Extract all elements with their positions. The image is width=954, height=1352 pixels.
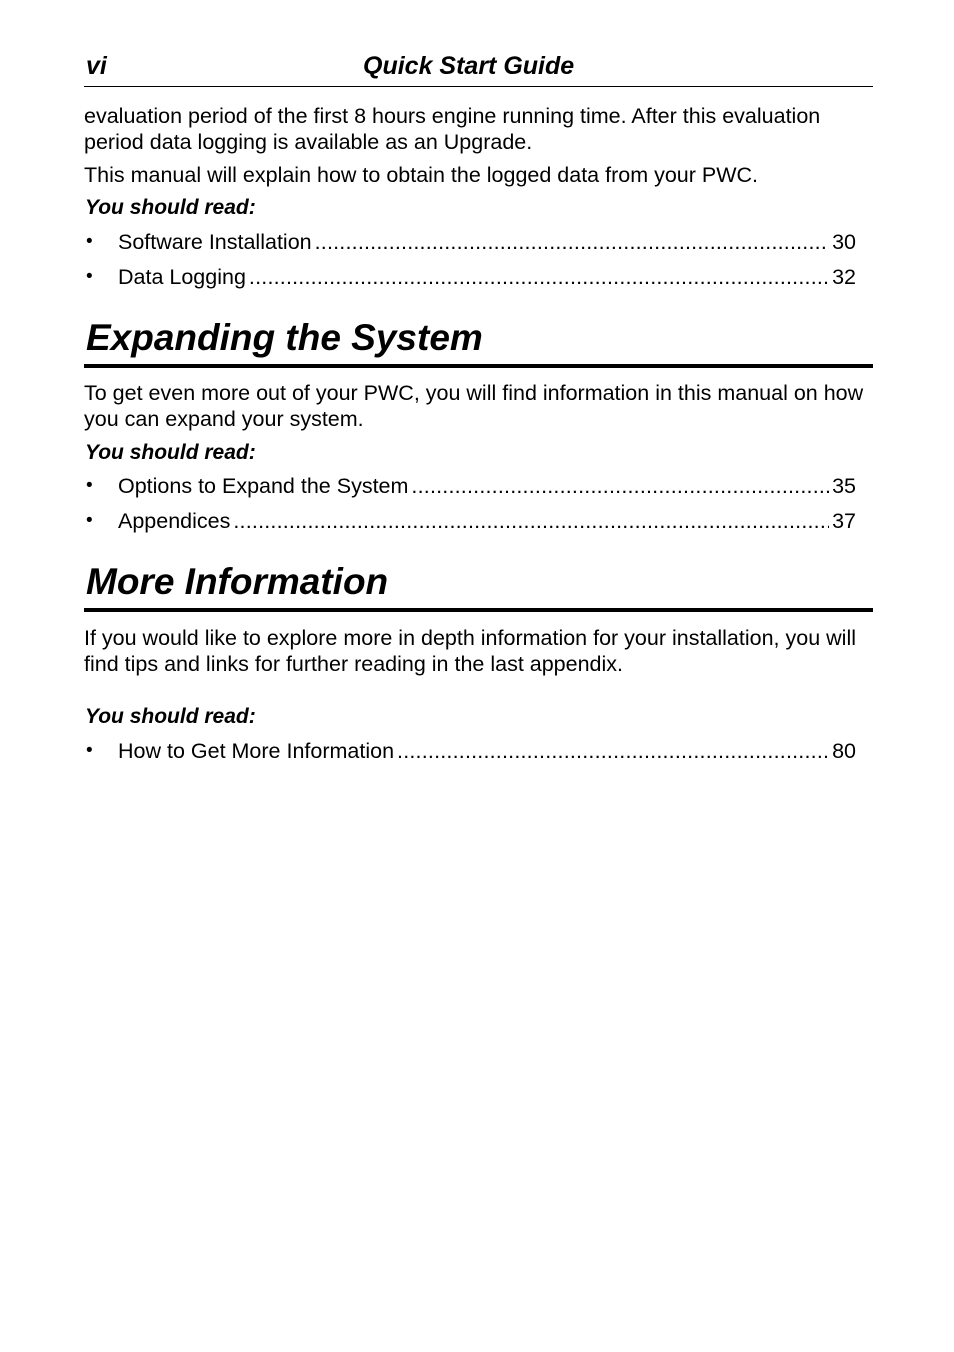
intro-paragraph-2: This manual will explain how to obtain the logged data from your PWC. [84, 163, 759, 187]
more-info-paragraph-block [84, 625, 873, 677]
toc-entry-appendices[interactable] [86, 507, 856, 535]
toc-entry-title: Data Logging [118, 265, 246, 289]
toc-entry-page: 30 [832, 230, 856, 254]
bullet-icon: • [86, 266, 93, 287]
toc-entry-title: Options to Expand the System [118, 474, 409, 498]
intro-should-read-label: You should read: [85, 196, 256, 219]
bullet-icon: • [86, 510, 93, 531]
toc-entry-options-to-expand[interactable] [86, 472, 856, 500]
running-title: Quick Start Guide [363, 52, 575, 80]
more-info-paragraph: If you would like to explore more in depth information for your installation, you will find tips and links for further reading in the last appendix. [84, 626, 856, 676]
section-title-more-information: More Information [86, 561, 389, 602]
dot-leader [249, 263, 829, 291]
toc-entry-page: 35 [832, 474, 856, 498]
bullet-icon: • [86, 740, 93, 761]
dot-leader [233, 507, 829, 535]
expanding-paragraph: To get even more out of your PWC, you will find information in this manual on how you can expand your system. [84, 381, 864, 431]
more-info-should-read-label: You should read: [85, 705, 256, 728]
toc-entry-page: 37 [832, 509, 856, 533]
toc-entry-page: 80 [832, 739, 856, 763]
intro-paragraph-1-block [84, 103, 873, 155]
section-heading-expanding [84, 318, 873, 368]
toc-entry-title: How to Get More Information [118, 739, 395, 763]
section-heading-more-information [84, 562, 873, 612]
dot-leader [411, 472, 829, 500]
toc-entry-page: 32 [832, 265, 856, 289]
dot-leader [397, 737, 829, 765]
toc-entry-title: Software Installation [118, 230, 312, 254]
page-number: vi [86, 52, 107, 80]
intro-paragraph-1: evaluation period of the first 8 hours engine running time. After this evaluation period data logging is available as an Upgrade. [84, 104, 821, 154]
bullet-icon: • [86, 231, 93, 252]
dot-leader [315, 228, 829, 256]
bullet-icon: • [86, 475, 93, 496]
section-title-expanding: Expanding the System [86, 317, 483, 358]
toc-entry-data-logging[interactable] [86, 263, 856, 291]
toc-entry-how-to-get-more-information[interactable] [86, 737, 856, 765]
expanding-paragraph-block [84, 380, 873, 432]
toc-entry-title: Appendices [118, 509, 231, 533]
page-header [84, 52, 873, 87]
intro-paragraph-2-block [84, 162, 873, 188]
expanding-should-read-label: You should read: [85, 441, 256, 464]
toc-entry-software-installation[interactable] [86, 228, 856, 256]
